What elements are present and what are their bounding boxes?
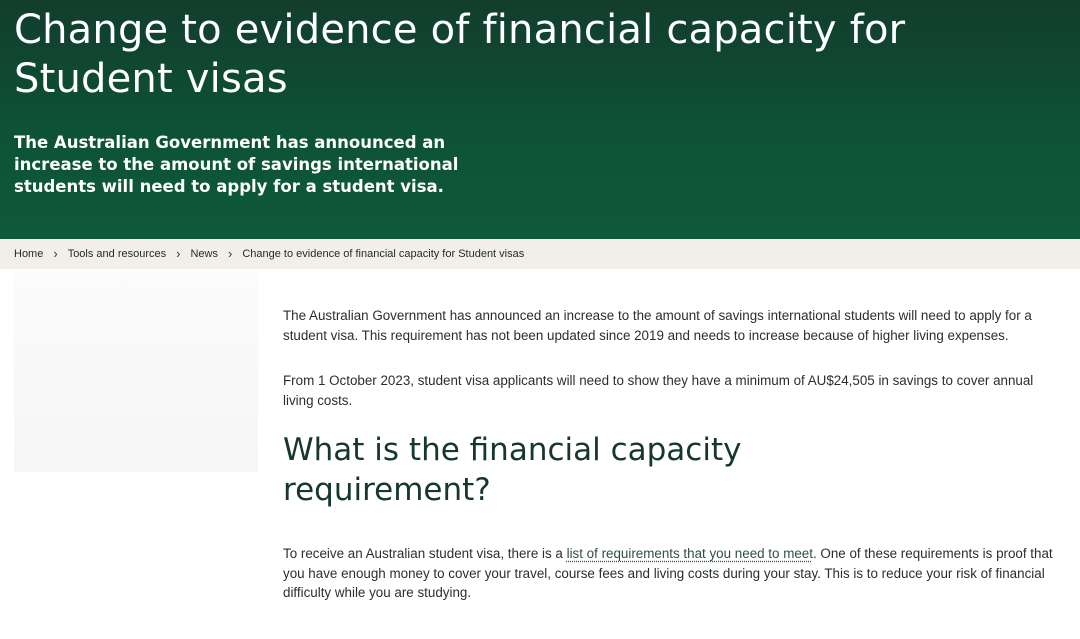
article-paragraph-requirements: [283, 544, 1063, 603]
breadcrumb-tools-and-resources[interactable]: Tools and resources: [67, 248, 167, 260]
page-title: Change to evidence of financial capacity for Student visas: [14, 7, 906, 102]
hero-banner: [0, 0, 1080, 239]
hero-lead: The Australian Government has announced an increase to the amount of savings international students will need to apply for a student visa.: [14, 133, 459, 196]
article-paragraph-intro: The Australian Government has announced an increase to the amount of savings international students will need to apply for a student visa. This requirement has not been updated since 2019 and needs to increase because of higher living expenses.: [283, 308, 1032, 343]
section-heading: What is the financial capacity requirement?: [283, 432, 742, 508]
breadcrumb-news[interactable]: News: [190, 248, 218, 260]
breadcrumb-home[interactable]: Home: [14, 248, 44, 260]
sidebar-placeholder: [14, 272, 258, 472]
paragraph-text-before: To receive an Australian student visa, there is a: [283, 546, 567, 561]
chevron-right-icon: ›: [228, 245, 233, 261]
breadcrumb-current-page: Change to evidence of financial capacity for Student visas: [242, 248, 525, 260]
breadcrumb: [0, 239, 1080, 269]
paragraph-text-after: . One of these requirements is proof that you have enough money to cover your travel, course fees and living costs during your stay. This is to reduce your risk of financial difficulty while you are studying.: [283, 546, 1053, 600]
article-content: [283, 306, 1063, 603]
article-paragraph-date: From 1 October 2023, student visa applicants will need to show they have a minimum of AU$24,505 in savings to cover annual living costs.: [283, 373, 1034, 408]
chevron-right-icon: ›: [53, 245, 58, 261]
requirements-list-link[interactable]: list of requirements that you need to meet: [566, 546, 813, 561]
chevron-right-icon: ›: [176, 245, 181, 261]
